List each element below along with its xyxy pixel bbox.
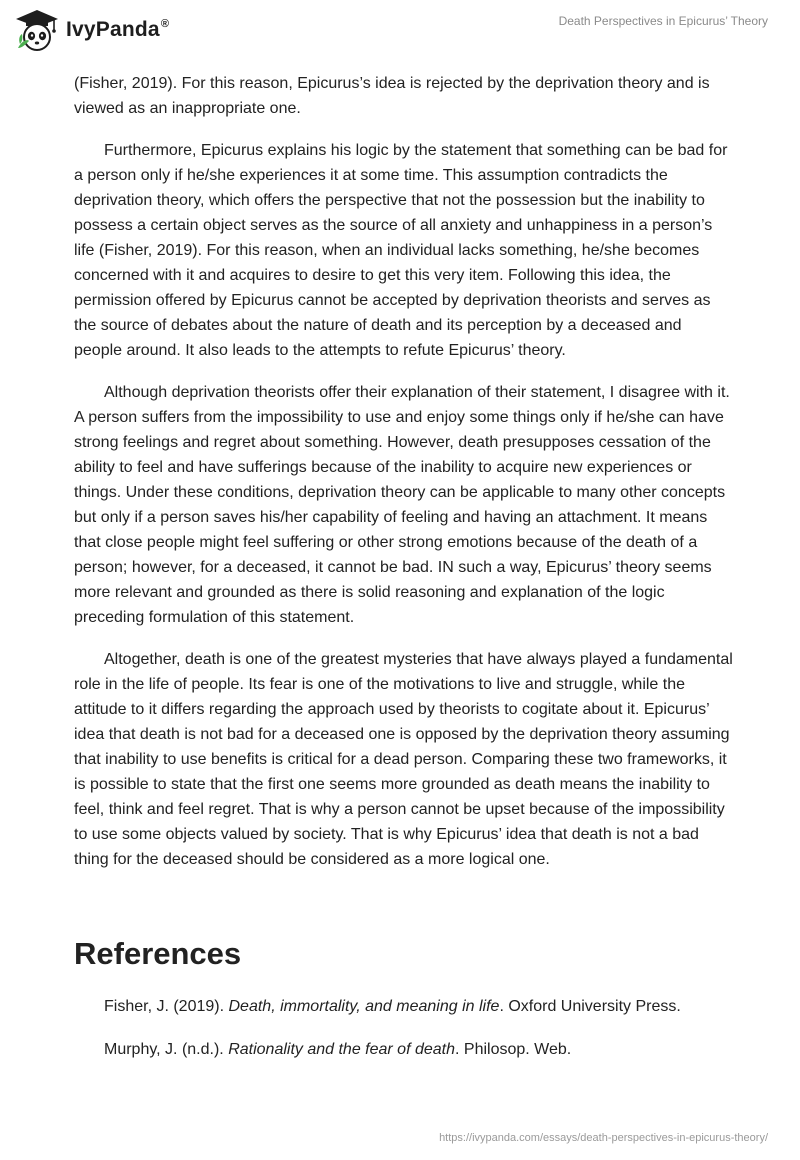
panda-graduation-cap-icon xyxy=(14,8,60,52)
reference-item: Fisher, J. (2019). Death, immortality, and meaning in life. Oxford University Press. xyxy=(104,998,681,1015)
paragraph: Although deprivation theorists offer their explanation of their statement, I disagree with it. A person suffers from the impossibility to use and enjoy some things only if he/she can have strong feelings and regret about something. However, death presupposes cessation of the ability to feel and have sufferings because of the inability to acquire new experiences or things. Under these conditions, deprivation theory can be applicable to many other concepts but only if a person saves his/her capability of feeling and having an attachment. It means that close people might feel suffering or other strong emotions because of the death of a person; however, for a deceased, it cannot be bad. IN such a way, Epicurus’ theory seems more relevant and grounded as there is solid reasoning and explanation of the logic preceding formulation of this statement. xyxy=(74,384,730,626)
site-logo[interactable] xyxy=(14,8,169,52)
references-heading: References xyxy=(74,936,242,971)
paragraph: Altogether, death is one of the greatest mysteries that have always played a fundamental role in the life of people. Its fear is one of the motivations to live and struggle, while the attitude to it differs regarding the approach used by theorists to cogitate about it. Epicurus’ idea that death is not bad for a deceased one is opposed by the deprivation theory assuming that inability to use benefits is critical for a dead person. Comparing these two frameworks, it is possible to state that the first one seems more grounded as death means the inability to feel, think and feel regret. That is why a person cannot be upset because of the impossibility to use some objects valued by society. That is why Epicurus’ idea that death is not a bad thing for the deceased should be considered as a more logical one. xyxy=(74,651,733,868)
paragraph: Furthermore, Epicurus explains his logic by the statement that something can be bad for a person only if he/she experiences it at some time. This assumption contradicts the deprivation theory, which offers the perspective that not the possession but the inability to possess a certain object serves as the source of all anxiety and unhappiness in a person’s life (Fisher, 2019). For this reason, when an individual lacks something, he/she becomes concerned with it and acquires to desire to get this very item. Following this idea, the permission offered by Epicurus cannot be accepted by deprivation theorists and serves as the source of debates about the nature of death and its perception by a deceased and people around. It also leads to the attempts to refute Epicurus’ theory. xyxy=(74,142,728,359)
reference-item: Murphy, J. (n.d.). Rationality and the fear of death. Philosop. Web. xyxy=(104,1041,572,1058)
essay-body xyxy=(74,71,734,872)
brand-name: IvyPanda® xyxy=(66,18,170,41)
footer-url-link[interactable]: https://ivypanda.com/essays/death-perspectives-in-epicurus-theory/ xyxy=(439,1132,768,1144)
document-title: Death Perspectives in Epicurus’ Theory xyxy=(558,14,768,28)
paragraph: (Fisher, 2019). For this reason, Epicurus’s idea is rejected by the deprivation theory and is viewed as an inappropriate one. xyxy=(74,75,710,117)
page-header xyxy=(0,0,800,66)
